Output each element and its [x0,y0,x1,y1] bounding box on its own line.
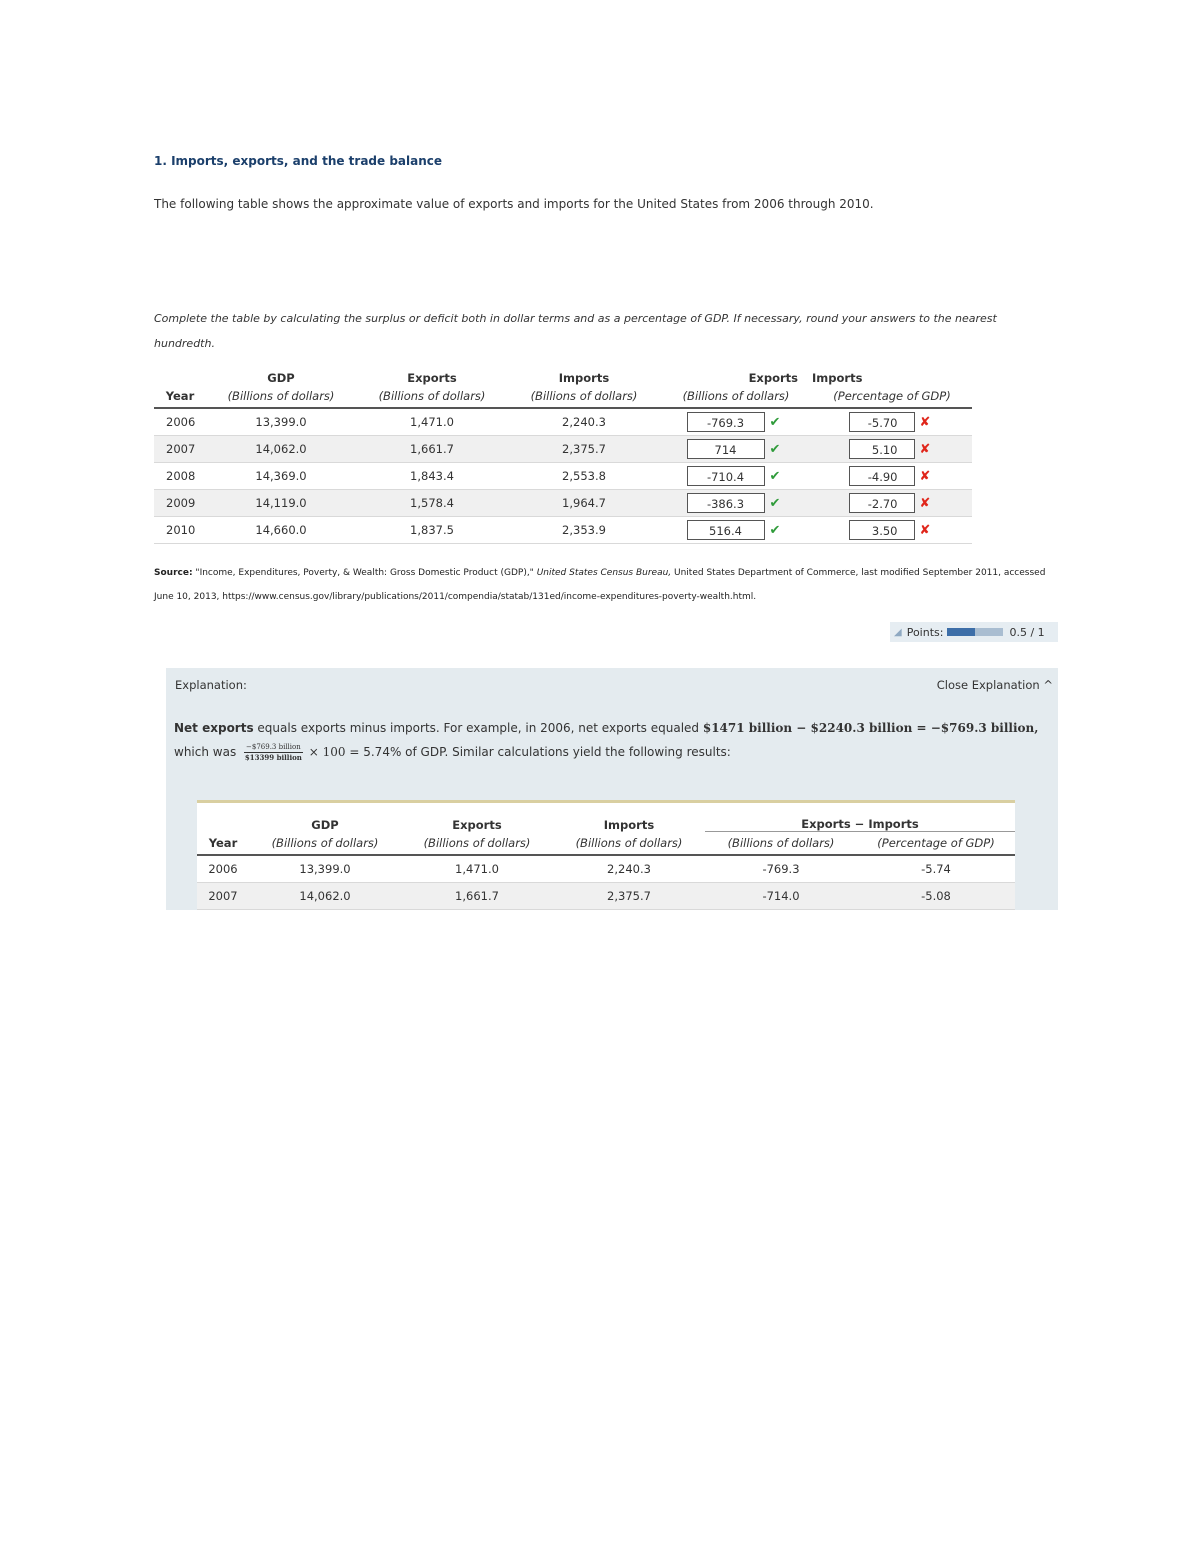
header-year: Year [154,385,206,408]
ex-header-imports: Imports [603,817,655,832]
year-cell: 2006 [154,408,206,436]
ex-header-year-top [197,810,249,832]
pct-answer-cell [812,463,972,490]
question-instructions: Complete the table by calculating the surplus or deficit both in dollar terms and as a percentage of GDP. If necessary, round your answers to the nearest hundredth. [154,312,997,350]
points-indicator [890,622,1058,642]
correct-check-icon: ✔ [769,441,781,457]
ex-header-gdp: GDP [311,817,339,832]
table-row [197,855,1015,883]
header-net-unit: (Billions of dollars) [660,385,812,408]
gdp-cell: 14,660.0 [206,517,356,544]
pct-gdp-input[interactable]: 5.10 [849,439,915,459]
pct-gdp-input[interactable]: 3.50 [849,520,915,540]
correct-check-icon: ✔ [769,495,781,511]
imports-cell: 2,240.3 [508,408,660,436]
pct-gdp-input[interactable]: -2.70 [849,493,915,513]
year-cell: 2009 [154,490,206,517]
net-exports-input[interactable]: 516.4 [687,520,765,540]
net-answer-cell [660,490,812,517]
ex-header-exports-unit: (Billions of dollars) [401,832,553,856]
explanation-table-panel [197,800,1015,910]
explanation-term: Net exports [174,721,254,735]
question-intro: The following table shows the approximate value of exports and imports for the United States from 2006 through 2010. [154,197,874,211]
exports-cell: 1,661.7 [401,883,553,910]
pct-gdp-input[interactable]: -5.70 [849,412,915,432]
explanation-result: 5.74% of GDP. Similar calculations yield the following results: [359,745,731,759]
net-exports-input[interactable]: -386.3 [687,493,765,513]
header-imports-unit: (Billions of dollars) [508,385,660,408]
table-row [154,463,972,490]
year-cell: 2007 [197,883,249,910]
gdp-cell: 14,062.0 [249,883,401,910]
gdp-cell: 13,399.0 [206,408,356,436]
incorrect-x-icon: ✘ [919,441,931,457]
header-pct-unit: (Percentage of GDP) [812,385,972,408]
ex-header-imports-unit: (Billions of dollars) [553,832,705,856]
source-rest: United States Department of Commerce, last modified September 2011, accessed June 10, 2013, https://www.census.gov/library/publications/2011/compendia/statab/131ed/income-expenditures-poverty-wealth.html. [154,568,1046,602]
table-row [154,436,972,463]
pct-answer-cell [812,436,972,463]
year-cell: 2010 [154,517,206,544]
source-quote: "Income, Expenditures, Poverty, & Wealth: Gross Domestic Product (GDP)," [192,568,537,578]
incorrect-x-icon: ✘ [919,495,931,511]
pct-answer-cell [812,490,972,517]
net-answer-cell [660,517,812,544]
trade-table [154,366,972,544]
header-gdp-unit: (Billions of dollars) [206,385,356,408]
ex-header-gdp-unit: (Billions of dollars) [249,832,401,856]
pct-gdp-input[interactable]: -4.90 [849,466,915,486]
ex-header-year: Year [197,832,249,856]
explanation-calc: $1471 billion − $2240.3 billion = −$769.3 billion, [702,721,1039,735]
points-value: 0.5 / 1 [1009,625,1045,639]
incorrect-x-icon: ✘ [919,468,931,484]
ex-header-net-unit: (Billions of dollars) [705,832,857,856]
pct-cell: -5.08 [857,883,1015,910]
incorrect-x-icon: ✘ [919,522,931,538]
table-row [154,408,972,436]
fraction-denominator: $13399 billion [244,753,302,762]
exports-cell: 1,843.4 [356,463,508,490]
net-answer-cell [660,463,812,490]
table-row [154,517,972,544]
table-row [197,883,1015,910]
source-citation [154,561,1054,609]
gdp-cell: 14,119.0 [206,490,356,517]
explanation-table [197,810,1015,910]
header-year-top [154,366,206,385]
net-exports-input[interactable]: 714 [687,439,765,459]
incorrect-x-icon: ✘ [919,414,931,430]
ex-header-net: Exports − Imports [705,810,1015,832]
gdp-cell: 13,399.0 [249,855,401,883]
explanation-fraction [244,743,303,762]
net-exports-input[interactable]: -769.3 [687,412,765,432]
imports-cell: 2,240.3 [553,855,705,883]
explanation-line1: equals exports minus imports. For example, in 2006, net exports equaled [253,721,703,735]
net-answer-cell [660,436,812,463]
explanation-text [174,716,1044,764]
correct-check-icon: ✔ [769,522,781,538]
year-cell: 2008 [154,463,206,490]
gdp-cell: 14,369.0 [206,463,356,490]
gdp-cell: 14,062.0 [206,436,356,463]
header-net-imports: Imports [812,371,863,385]
pct-answer-cell [812,408,972,436]
year-cell: 2007 [154,436,206,463]
source-publisher: United States Census Bureau, [536,568,672,578]
imports-cell: 2,553.8 [508,463,660,490]
header-gdp: GDP [267,371,295,385]
net-cell: -769.3 [705,855,857,883]
points-label: Points: [906,625,944,639]
explanation-panel [166,668,1058,910]
explanation-times: × 100 = [308,745,360,759]
header-exports-unit: (Billions of dollars) [356,385,508,408]
pct-cell: -5.74 [857,855,1015,883]
question-title: 1. Imports, exports, and the trade balance [154,154,443,168]
points-progress-bar [947,628,1003,636]
imports-cell: 1,964.7 [508,490,660,517]
close-explanation-button[interactable]: Close Explanation ^ [936,678,1053,692]
net-answer-cell [660,408,812,436]
header-imports: Imports [558,371,610,385]
imports-cell: 2,353.9 [508,517,660,544]
points-progress-fill [947,628,975,636]
correct-check-icon: ✔ [769,468,781,484]
fraction-numerator: −$769.3 billion [246,743,301,751]
header-net-exports: Exports [748,371,798,385]
year-cell: 2006 [197,855,249,883]
net-exports-input[interactable]: -710.4 [687,466,765,486]
imports-cell: 2,375.7 [553,883,705,910]
explanation-label: Explanation: [175,678,247,692]
exports-cell: 1,837.5 [356,517,508,544]
net-cell: -714.0 [705,883,857,910]
table-row [154,490,972,517]
exports-cell: 1,471.0 [356,408,508,436]
exports-cell: 1,578.4 [356,490,508,517]
pct-answer-cell [812,517,972,544]
ex-header-exports: Exports [452,817,502,832]
header-exports: Exports [407,371,457,385]
ex-header-pct-unit: (Percentage of GDP) [857,832,1015,856]
imports-cell: 2,375.7 [508,436,660,463]
explanation-line2-start: which was [174,745,241,759]
exports-cell: 1,661.7 [356,436,508,463]
points-icon: ◢ [894,626,902,638]
exports-cell: 1,471.0 [401,855,553,883]
source-label: Source: [154,568,193,578]
correct-check-icon: ✔ [769,414,781,430]
divider [197,800,1015,803]
